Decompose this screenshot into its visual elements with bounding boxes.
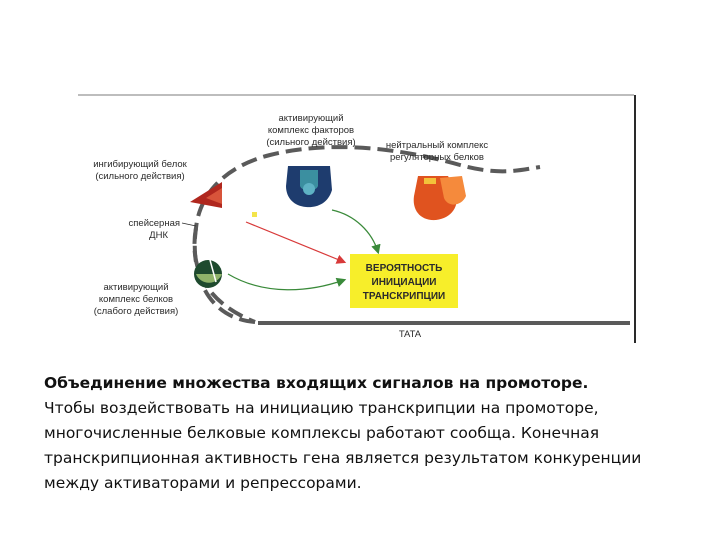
probability-line-3: ТРАНСКРИПЦИИ [362,291,446,302]
label-activating-weak [94,282,179,317]
svg-text:(сильного действия): (сильного действия) [95,171,185,182]
figure-caption [44,371,684,496]
label-inhibiting [93,159,187,182]
blue-activating-complex [286,166,332,207]
svg-text:регуляторных белков: регуляторных белков [390,152,484,163]
svg-text:нейтральный комплекс: нейтральный комплекс [385,140,489,151]
svg-text:(сильного действия): (сильного действия) [266,137,356,148]
red-inhibiting-protein [190,182,222,208]
svg-text:активирующий: активирующий [278,113,344,124]
green-arrow-lower [228,274,344,290]
svg-text:комплекс факторов: комплекс факторов [267,125,355,136]
svg-text:ингибирующий белок: ингибирующий белок [93,159,187,170]
svg-text:ДНК: ДНК [149,230,168,241]
green-activating-complex [194,260,222,288]
svg-text:спейсерная: спейсерная [128,218,180,229]
label-neutral-complex [386,140,489,163]
svg-text:активирующий: активирующий [103,282,169,293]
spacer-marker [252,212,257,217]
probability-line-2: ИНИЦИАЦИИ [371,277,437,288]
label-tata: TATA [398,329,422,340]
red-arrow [246,222,344,262]
svg-text:комплекс белков: комплекс белков [98,294,174,305]
label-spacer-dna [129,218,180,241]
green-arrow-upper [332,210,378,252]
orange-neutral-complex [414,176,466,220]
caption-title: Объединение множества входящих сигналов на промоторе. [44,374,589,392]
svg-text:(слабого действия): (слабого действия) [93,306,179,317]
spacer-pointer [182,223,196,226]
label-activating-strong [266,113,355,148]
caption-body: Чтобы воздействовать на инициацию транскрипции на промоторе, многочисленные белковые комплексы работают сообща. Конечная транскрипционная активность гена является результатом конкуренции между активаторами и репрессорами. [44,399,642,492]
probability-line-1: ВЕРОЯТНОСТЬ [365,263,443,274]
